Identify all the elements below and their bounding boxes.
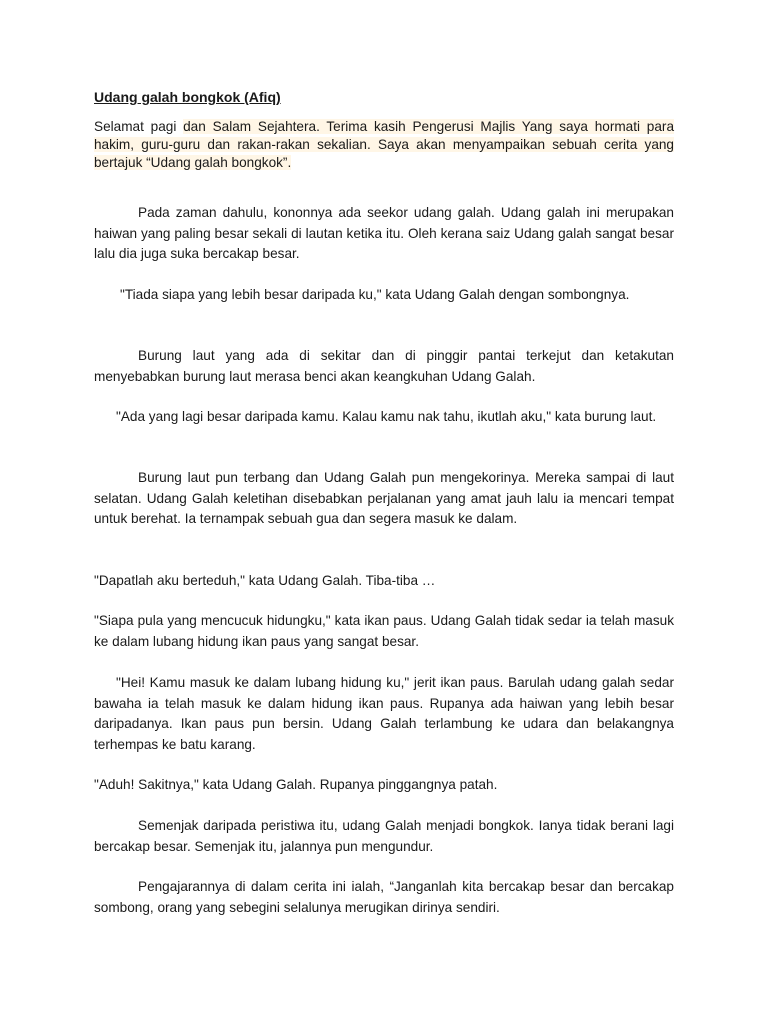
- story-paragraph-11: Pengajarannya di dalam cerita ini ialah, “Janganlah kita bercakap besar dan bercakap sombong, orang yang sebegini selalunya merugikan dirinya sendiri.: [94, 879, 674, 915]
- intro-paragraph: [94, 118, 674, 172]
- story-paragraph-4: "Ada yang lagi besar daripada kamu. Kalau kamu nak tahu, ikutlah aku," kata burung laut.: [116, 409, 657, 424]
- story-paragraph-5: Burung laut pun terbang dan Udang Galah pun mengekorinya. Mereka sampai di laut selatan. Udang Galah keletihan disebabkan perjalanan yang amat jauh lalu ia mencari tempat untuk berehat. Ia ternampak sebuah gua dan segera masuk ke dalam.: [94, 470, 674, 527]
- story-paragraph-2: "Tiada siapa yang lebih besar daripada ku," kata Udang Galah dengan sombongnya.: [120, 287, 630, 302]
- document-title: Udang galah bongkok (Afiq): [94, 89, 281, 105]
- intro-highlighted-text: dan Salam Sejahtera. Terima kasih Pengerusi Majlis Yang saya hormati para hakim, guru-guru dan rakan-rakan sekalian. Saya akan menyampaikan sebuah cerita yang bertajuk “Udang galah bongkok”.: [94, 119, 675, 170]
- story-paragraph-6: "Dapatlah aku berteduh," kata Udang Galah. Tiba-tiba …: [94, 573, 436, 588]
- story-paragraph-7: "Siapa pula yang mencucuk hidungku," kata ikan paus. Udang Galah tidak sedar ia telah masuk ke dalam lubang hidung ikan paus yang sangat besar.: [94, 613, 674, 649]
- story-paragraph-3: Burung laut yang ada di sekitar dan di pinggir pantai terkejut dan ketakutan menyebabkan burung laut merasa benci akan keangkuhan Udang Galah.: [94, 348, 674, 384]
- story-paragraph-10: Semenjak daripada peristiwa itu, udang Galah menjadi bongkok. Ianya tidak berani lagi bercakap besar. Semenjak itu, jalannya pun mengundur.: [94, 818, 674, 854]
- story-paragraph-8: "Hei! Kamu masuk ke dalam lubang hidung ku," jerit ikan paus. Barulah udang galah sedar bawaha ia telah masuk ke dalam hidung ikan paus. Rupanya ada haiwan yang lebih besar daripadanya. Ikan paus pun bersin. Udang Galah terlambung ke udara dan belakangnya terhempas ke batu karang.: [94, 675, 674, 752]
- story-paragraph-1: Pada zaman dahulu, kononnya ada seekor udang galah. Udang galah ini merupakan haiwan yang paling besar sekali di lautan ketika itu. Oleh kerana saiz Udang galah sangat besar lalu dia juga suka bercakap besar.: [94, 205, 674, 262]
- story-paragraph-9: "Aduh! Sakitnya," kata Udang Galah. Rupanya pinggangnya patah.: [94, 777, 498, 792]
- intro-plain-text: Selamat pagi: [94, 119, 184, 134]
